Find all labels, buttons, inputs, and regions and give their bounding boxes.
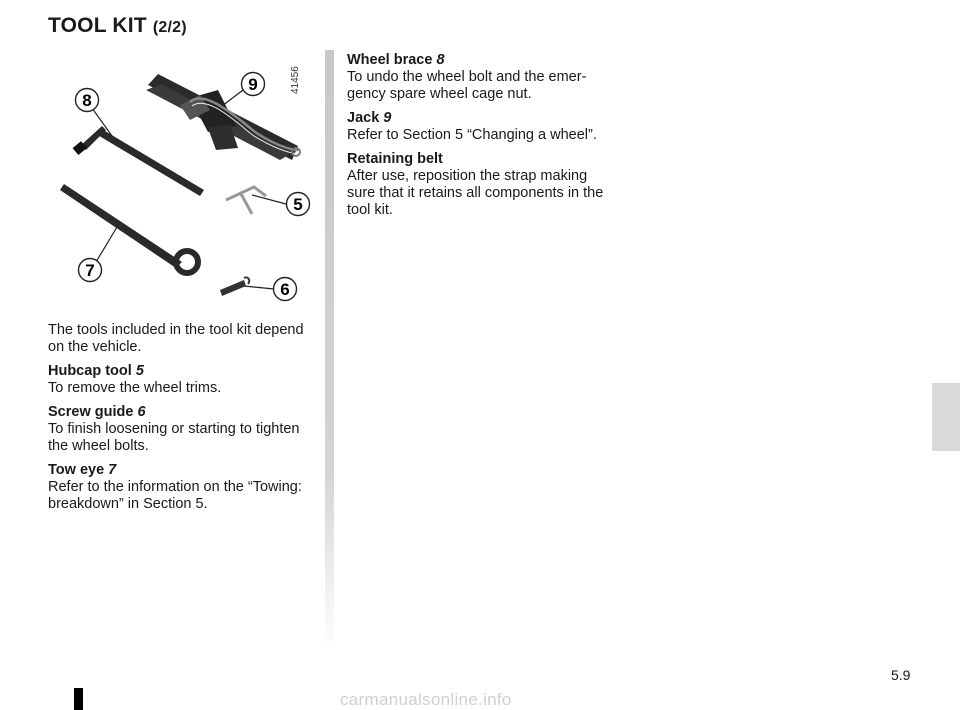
item-name: Wheel brace [347,52,433,68]
section-tab [932,383,960,451]
item-jack [347,110,613,144]
hubcap-tool-drawing [226,187,266,214]
callout-6-label: 6 [280,280,290,299]
column-divider [325,50,334,650]
item-description: To finish loosening or starting to tighten the wheel bolts. [48,421,300,454]
item-name: Screw guide [48,404,134,420]
item-number: 6 [137,404,146,420]
item-number: 8 [436,52,445,68]
left-text-column [48,322,316,520]
item-description: To remove the wheel trims. [48,380,222,396]
item-number: 9 [383,110,392,126]
item-number: 5 [135,363,144,379]
figure-reference-number: 41456 [290,66,301,94]
tool-kit-illustration [40,50,325,312]
callout-5-label: 5 [293,195,303,214]
wheel-brace-drawing [73,126,204,196]
item-name: Hubcap tool [48,363,132,379]
page-title [48,14,187,38]
page-number: 5.9 [891,667,911,683]
right-text-column [347,52,613,226]
screw-guide-drawing [220,277,249,296]
page-edge-mark [74,688,83,710]
callout-7-label: 7 [85,261,95,280]
callout-8-label: 8 [82,91,92,110]
item-number: 7 [108,462,117,478]
item-name: Retaining belt [347,151,443,167]
callout-9-label: 9 [248,75,258,94]
tow-eye-drawing [60,184,198,273]
item-description: Refer to Section 5 “Changing a wheel”. [347,127,597,143]
item-name: Jack [347,110,380,126]
title-text: TOOL KIT [48,14,147,37]
item-tow-eye [48,462,316,513]
item-wheel-brace [347,52,613,103]
item-description: Refer to the information on the “Towing: breakdown” in Section 5. [48,479,302,512]
watermark: carmanualsonline.info [340,690,512,709]
item-screw-guide [48,404,316,455]
item-description: To undo the wheel bolt and the emer-gency spare wheel cage nut. [347,69,587,102]
title-subtitle: (2/2) [152,19,187,36]
item-retaining-belt [347,151,613,219]
jack-drawing [146,74,300,160]
intro-text: The tools included in the tool kit depend on the vehicle. [48,322,304,355]
item-description: After use, reposition the strap making sure that it retains all components in the tool kit. [347,168,604,218]
item-hubcap-tool [48,363,316,397]
item-name: Tow eye [48,462,105,478]
